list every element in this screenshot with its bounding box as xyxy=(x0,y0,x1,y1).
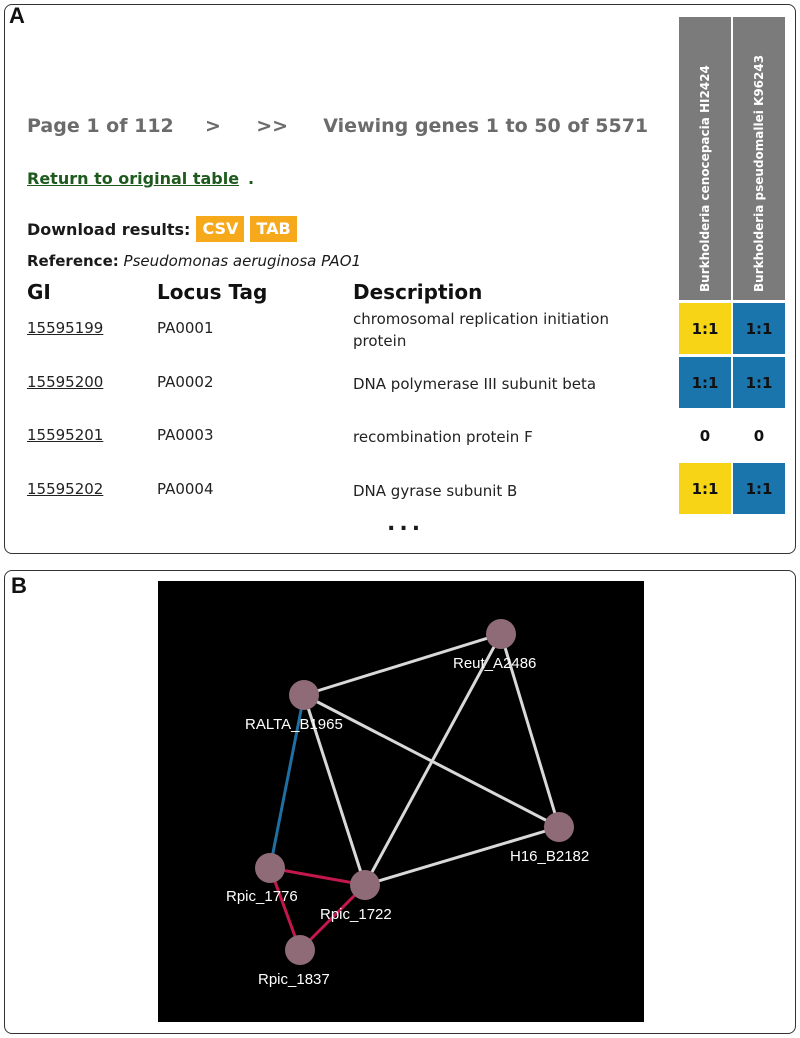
locus-tag: PA0003 xyxy=(157,426,214,444)
ortholog-cell[interactable]: 1:1 xyxy=(679,303,731,354)
last-page-link[interactable]: >> xyxy=(256,115,289,137)
gi-link[interactable]: 15595202 xyxy=(27,480,104,498)
network-node-label: H16_B2182 xyxy=(510,848,590,865)
locus-tag: PA0001 xyxy=(157,319,214,337)
more-rows-ellipsis: ... xyxy=(387,511,425,536)
network-node[interactable] xyxy=(486,619,516,649)
header-locus-tag: Locus Tag xyxy=(157,280,268,304)
genome-name-2: Burkholderia pseudomallei K96243 xyxy=(752,54,766,292)
network-svg[interactable] xyxy=(158,581,644,1022)
gi-link[interactable]: 15595201 xyxy=(27,426,104,444)
network-node-label: Rpic_1776 xyxy=(226,888,298,905)
network-node[interactable] xyxy=(350,870,380,900)
network-node-label: Rpic_1837 xyxy=(258,971,330,988)
reference-organism: Pseudomonas aeruginosa PAO1 xyxy=(123,252,362,270)
viewing-range: Viewing genes 1 to 50 of 5571 xyxy=(323,115,649,137)
pager xyxy=(27,115,648,137)
network-node[interactable] xyxy=(285,935,315,965)
ortholog-cell[interactable]: 1:1 xyxy=(733,303,785,354)
download-tab-button[interactable]: TAB xyxy=(250,216,296,242)
genome-column-header-2 xyxy=(733,17,785,300)
reference-label: Reference: xyxy=(27,252,119,270)
genome-column-header-1 xyxy=(679,17,731,300)
gene-description: chromosomal replication initiation protein xyxy=(353,310,609,350)
network-node[interactable] xyxy=(289,680,319,710)
gene-description: DNA gyrase subunit B xyxy=(353,482,518,500)
locus-tag: PA0004 xyxy=(157,480,214,498)
ortholog-cell[interactable]: 0 xyxy=(753,426,765,445)
ortholog-cell[interactable]: 1:1 xyxy=(679,463,731,514)
ortholog-cell[interactable]: 1:1 xyxy=(679,357,731,408)
gi-link[interactable]: 15595200 xyxy=(27,373,104,391)
ortholog-cell[interactable]: 1:1 xyxy=(733,357,785,408)
header-description: Description xyxy=(353,280,483,304)
return-to-table-link[interactable]: Return to original table xyxy=(27,169,240,188)
next-page-link[interactable]: > xyxy=(205,115,221,137)
return-link-period: . xyxy=(248,169,255,188)
download-label: Download results: xyxy=(27,219,191,239)
panel-letter-b: B xyxy=(11,573,27,598)
gene-description: recombination protein F xyxy=(353,428,533,446)
ortholog-cell[interactable]: 1:1 xyxy=(733,463,785,514)
page-indicator: Page 1 of 112 xyxy=(27,115,174,137)
network-node[interactable] xyxy=(255,853,285,883)
panel-b xyxy=(4,570,796,1034)
genome-name-1: Burkholderia cenocepacia HI2424 xyxy=(698,65,712,292)
locus-tag: PA0002 xyxy=(157,373,214,391)
ortholog-cell[interactable]: 0 xyxy=(699,426,711,445)
panel-a xyxy=(4,4,796,554)
gi-link[interactable]: 15595199 xyxy=(27,319,104,337)
network-node-label: Reut_A2486 xyxy=(453,655,537,672)
network-node-label: Rpic_1722 xyxy=(320,906,392,923)
gene-description: DNA polymerase III subunit beta xyxy=(353,375,597,393)
header-gi: GI xyxy=(27,280,51,304)
network-graph[interactable] xyxy=(158,581,644,1022)
reference xyxy=(27,252,361,270)
network-node-label: RALTA_B1965 xyxy=(245,716,343,733)
download-csv-button[interactable]: CSV xyxy=(196,216,244,242)
download-results xyxy=(27,216,297,242)
panel-letter-a: A xyxy=(9,3,25,28)
network-node[interactable] xyxy=(544,812,574,842)
